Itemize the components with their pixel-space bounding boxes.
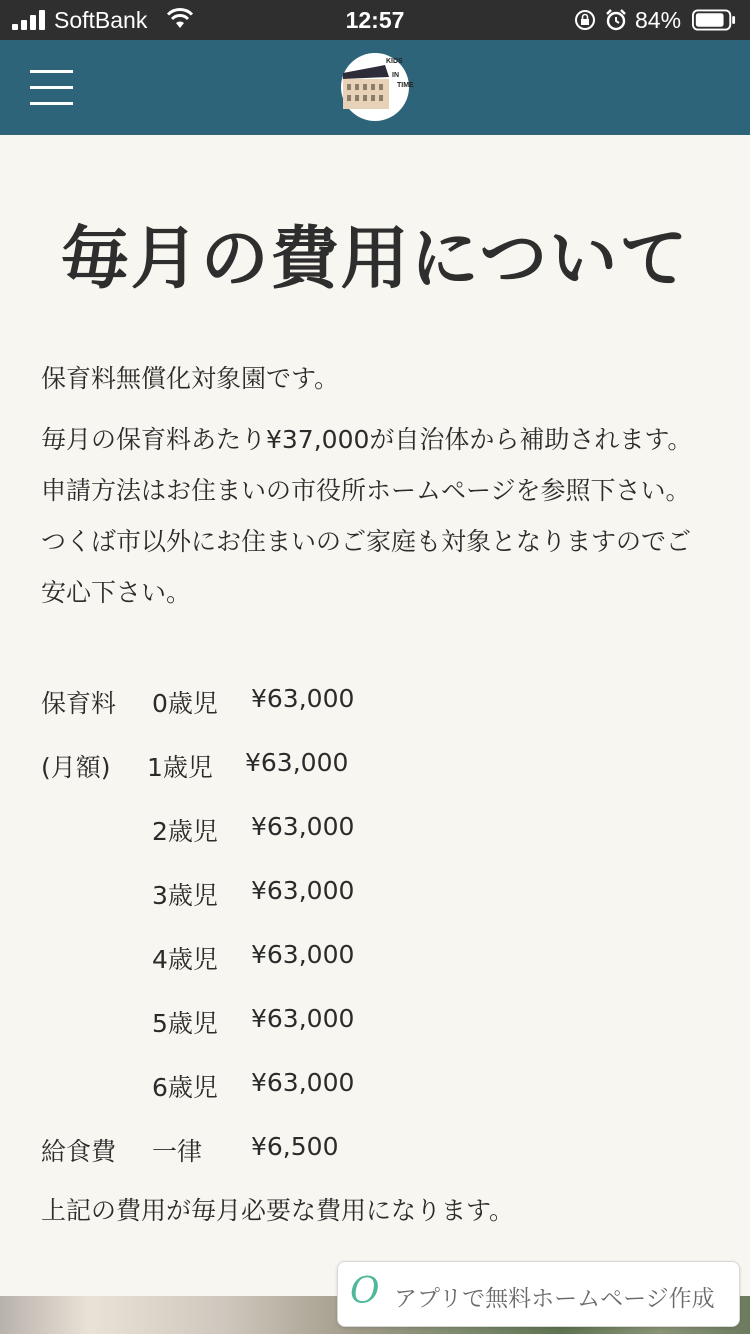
fee-amount: ¥6,500 xyxy=(251,1132,339,1161)
fee-age: 4歳児 xyxy=(152,945,218,974)
fee-age: 2歳児 xyxy=(152,817,218,846)
subsidy-paragraph: 毎月の保育料あたり¥37,000が自治体から補助されます。申請方法はお住まいの市役所ホームページを参照下さい。つくば市以外にお住まいのご家庭も対象となりますのでご安心下さい。 xyxy=(41,425,693,607)
fee-amount: ¥63,000 xyxy=(251,940,355,969)
intro-paragraph: 保育料無償化対象園です。 xyxy=(41,364,340,393)
rotation-lock-icon xyxy=(574,9,596,31)
site-logo[interactable] xyxy=(341,53,414,121)
fee-amount: ¥63,000 xyxy=(251,1068,355,1097)
fee-age: 6歳児 xyxy=(152,1073,218,1102)
fee-age: 0歳児 xyxy=(152,689,218,718)
fee-label: 給食費 xyxy=(41,1137,117,1166)
logo-text-line: KIDS xyxy=(386,58,403,65)
battery-icon xyxy=(692,9,736,31)
fee-amount: ¥63,000 xyxy=(251,876,355,905)
hamburger-menu-button[interactable] xyxy=(30,70,73,105)
status-bar xyxy=(0,0,750,40)
app-logo-icon: O xyxy=(350,1271,380,1312)
fee-age: 1歳児 xyxy=(147,753,213,782)
app-promo-text: アプリで無料ホームページ作成 xyxy=(394,1286,715,1312)
app-promo-badge[interactable] xyxy=(337,1261,740,1327)
alarm-icon xyxy=(604,8,628,32)
fee-age: 一律 xyxy=(152,1137,203,1166)
fee-label: (月額) xyxy=(41,753,111,782)
carrier-name: SoftBank xyxy=(54,7,148,33)
logo-text-line: TIME xyxy=(397,82,414,89)
fee-age: 3歳児 xyxy=(152,881,218,910)
fee-age: 5歳児 xyxy=(152,1009,218,1038)
site-header xyxy=(0,40,750,135)
page-title: 毎月の費用について xyxy=(60,219,690,299)
fee-label: 保育料 xyxy=(41,689,117,718)
fee-amount: ¥63,000 xyxy=(251,1004,355,1033)
battery-percentage: 84% xyxy=(635,7,682,33)
fee-amount: ¥63,000 xyxy=(251,684,355,713)
logo-text-line: IN xyxy=(392,72,399,79)
status-time: 12:57 xyxy=(345,7,405,33)
fee-amount: ¥63,000 xyxy=(245,748,349,777)
fee-note: 上記の費用が毎月必要な費用になります。 xyxy=(41,1196,515,1225)
fee-amount: ¥63,000 xyxy=(251,812,355,841)
